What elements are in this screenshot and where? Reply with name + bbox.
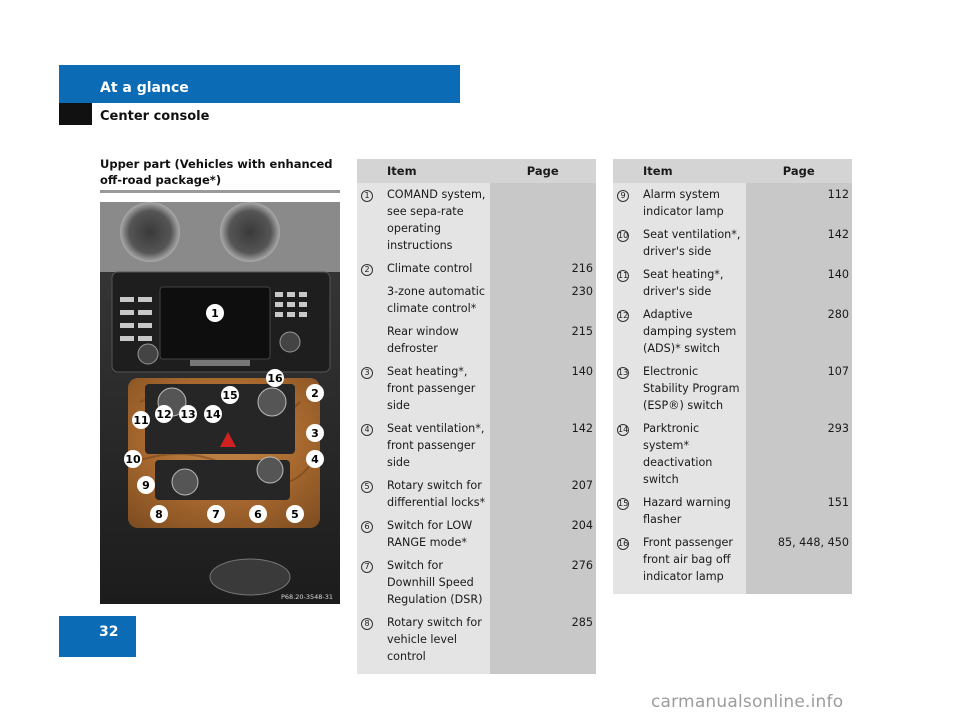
callout-13: 13	[180, 408, 196, 421]
table-row	[613, 303, 852, 360]
col-page-header: Page	[746, 159, 853, 183]
callout-6: 6	[254, 508, 262, 521]
col-page-header: Page	[490, 159, 597, 183]
row-page: 207	[490, 474, 597, 514]
table-row	[613, 223, 852, 263]
row-number	[613, 417, 639, 491]
page-number-box	[59, 616, 136, 657]
table-row	[357, 554, 596, 611]
row-page: 285	[490, 611, 597, 668]
row-number	[357, 280, 383, 320]
row-page: 142	[746, 223, 853, 263]
item-number-badge: 16	[618, 539, 629, 548]
row-number	[613, 303, 639, 360]
table-row	[357, 474, 596, 514]
callout-12: 12	[156, 408, 172, 421]
row-item: Parktronic system* deactivation switch	[639, 417, 746, 491]
table-row	[613, 183, 852, 223]
item-number-badge: 13	[618, 368, 629, 377]
item-number-badge: 6	[361, 521, 373, 533]
row-page: 140	[490, 360, 597, 417]
row-number	[357, 257, 383, 280]
table-row	[613, 531, 852, 588]
table-row	[613, 417, 852, 491]
row-page: 230	[490, 280, 597, 320]
table-row	[357, 320, 596, 360]
row-item: Climate control	[383, 257, 490, 280]
row-number	[357, 183, 383, 257]
callout-8: 8	[155, 508, 163, 521]
callout-4: 4	[311, 453, 319, 466]
item-number-badge: 8	[361, 618, 373, 630]
row-item: Switch for Downhill Speed Regulation (DSR)	[383, 554, 490, 611]
item-number-badge: 5	[361, 481, 373, 493]
item-number-badge: 2	[361, 264, 373, 276]
header-marker	[59, 103, 92, 125]
table-row	[357, 514, 596, 554]
row-number	[357, 320, 383, 360]
row-page: 151	[746, 491, 853, 531]
callout-15: 15	[222, 389, 238, 402]
item-number-badge: 12	[618, 311, 629, 320]
item-number-badge: 9	[617, 190, 629, 202]
subsection-title: Center console	[100, 109, 210, 124]
callout-11: 11	[133, 414, 149, 427]
table-row	[357, 611, 596, 668]
row-number	[613, 360, 639, 417]
item-number-badge: 11	[618, 271, 629, 280]
item-number-badge: 1	[361, 190, 373, 202]
table-filler	[613, 588, 852, 594]
row-number	[613, 491, 639, 531]
item-number-badge: 4	[361, 424, 373, 436]
row-page: 142	[490, 417, 597, 474]
item-number-badge: 7	[361, 561, 373, 573]
callout-3: 3	[311, 427, 319, 440]
table-row	[357, 280, 596, 320]
callout-5: 5	[291, 508, 299, 521]
row-number	[613, 183, 639, 223]
row-number	[357, 514, 383, 554]
row-item: Front passenger front air bag off indicator lamp	[639, 531, 746, 588]
callout-14: 14	[205, 408, 221, 421]
row-page: 280	[746, 303, 853, 360]
row-item: 3-zone automatic climate control*	[383, 280, 490, 320]
row-item: Alarm system indicator lamp	[639, 183, 746, 223]
table-row	[613, 491, 852, 531]
row-page: 112	[746, 183, 853, 223]
callout-9: 9	[142, 479, 150, 492]
row-item: Seat ventilation*, front passenger side	[383, 417, 490, 474]
row-number	[613, 223, 639, 263]
row-page: 85, 448, 450	[746, 531, 853, 588]
item-number-badge: 10	[618, 231, 629, 240]
item-number-badge: 3	[361, 367, 373, 379]
row-page: 293	[746, 417, 853, 491]
callout-1: 1	[211, 307, 219, 320]
row-item: Adaptive damping system (ADS)* switch	[639, 303, 746, 360]
table-filler	[357, 668, 596, 674]
row-item: Electronic Stability Program (ESP®) switch	[639, 360, 746, 417]
table-row	[613, 263, 852, 303]
col-num-header	[357, 159, 383, 183]
row-page: 215	[490, 320, 597, 360]
row-item: Switch for LOW RANGE mode*	[383, 514, 490, 554]
row-page: 107	[746, 360, 853, 417]
callout-7: 7	[212, 508, 220, 521]
table-row	[357, 417, 596, 474]
table-row	[613, 360, 852, 417]
col-item-header: Item	[383, 159, 490, 183]
center-console-photo	[100, 202, 340, 604]
row-number	[357, 417, 383, 474]
item-table-left	[357, 159, 596, 674]
table-row	[357, 360, 596, 417]
row-number	[613, 531, 639, 588]
row-number	[357, 611, 383, 668]
callout-2: 2	[311, 387, 319, 400]
item-number-badge: 15	[618, 499, 629, 508]
row-page: 140	[746, 263, 853, 303]
row-item: Rotary switch for differential locks*	[383, 474, 490, 514]
table-row	[357, 183, 596, 257]
row-number	[613, 263, 639, 303]
table-row	[357, 257, 596, 280]
item-table-right	[613, 159, 852, 594]
heading-rule	[100, 190, 340, 193]
row-page: 216	[490, 257, 597, 280]
row-item: Seat ventilation*, driver's side	[639, 223, 746, 263]
row-item: COMAND system, see sepa-rate operating instructions	[383, 183, 490, 257]
row-number	[357, 360, 383, 417]
item-number-badge: 14	[618, 425, 629, 434]
upper-part-heading: Upper part (Vehicles with enhanced off-road package*)	[100, 157, 333, 187]
col-item-header: Item	[639, 159, 746, 183]
row-item: Seat heating*, front passenger side	[383, 360, 490, 417]
callout-10: 10	[125, 453, 141, 466]
row-page: 204	[490, 514, 597, 554]
page-number: 32	[99, 624, 119, 640]
callout-16: 16	[267, 372, 283, 385]
row-number	[357, 554, 383, 611]
col-num-header	[613, 159, 639, 183]
row-page: 276	[490, 554, 597, 611]
section-title: At a glance	[100, 80, 189, 96]
row-item: Rear window defroster	[383, 320, 490, 360]
watermark: carmanualsonline.info	[651, 692, 844, 712]
row-item: Hazard warning flasher	[639, 491, 746, 531]
row-item: Seat heating*, driver's side	[639, 263, 746, 303]
row-number	[357, 474, 383, 514]
photo-reference-code: P68.20-3548-31	[281, 593, 334, 601]
row-page	[490, 183, 597, 257]
row-item: Rotary switch for vehicle level control	[383, 611, 490, 668]
